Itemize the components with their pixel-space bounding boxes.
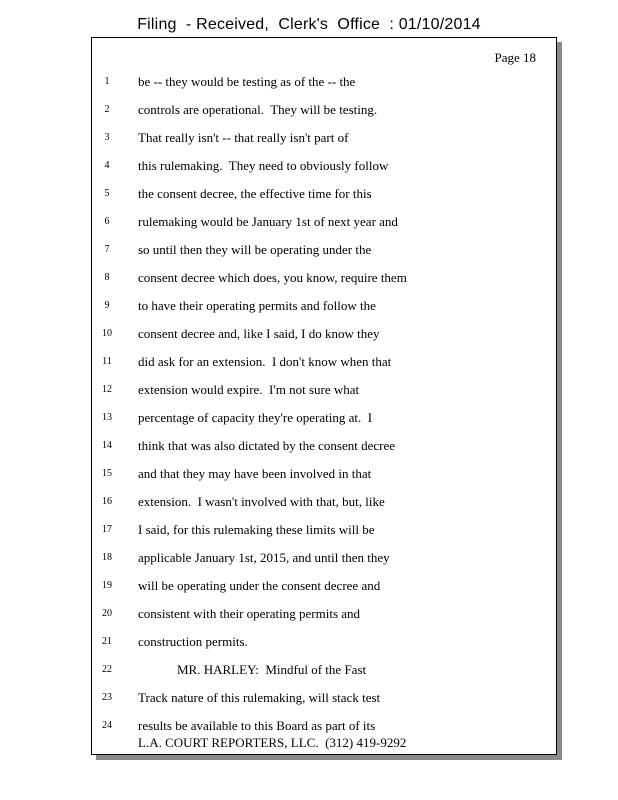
line-number: 5 xyxy=(104,188,110,199)
line-number: 22 xyxy=(102,664,112,675)
transcript-line-text: will be operating under the consent decree and xyxy=(138,578,381,593)
transcript-line-text: I said, for this rulemaking these limits will be xyxy=(138,522,375,537)
transcript-line-text: to have their operating permits and follow the xyxy=(138,298,376,313)
line-number: 7 xyxy=(104,244,110,255)
transcript-page xyxy=(91,37,557,755)
transcript-line-text: the consent decree, the effective time for this xyxy=(138,186,372,201)
court-reporter-footer: L.A. COURT REPORTERS, LLC. (312) 419-9292 xyxy=(138,735,407,750)
line-number: 12 xyxy=(102,384,112,395)
transcript-line-text: extension. I wasn't involved with that, but, like xyxy=(138,494,385,509)
transcript-line-text: Track nature of this rulemaking, will stack test xyxy=(138,690,381,705)
transcript-line-text: That really isn't -- that really isn't part of xyxy=(138,130,349,145)
transcript-line-text: results be available to this Board as part of its xyxy=(138,718,376,733)
line-number: 13 xyxy=(102,412,112,423)
transcript-line-text: consistent with their operating permits and xyxy=(138,606,361,621)
page-number: Page 18 xyxy=(494,50,536,65)
line-number: 4 xyxy=(104,160,110,171)
transcript-line-text: did ask for an extension. I don't know when that xyxy=(138,354,392,369)
line-number: 18 xyxy=(102,552,112,563)
transcript-line-text: so until then they will be operating under the xyxy=(138,242,372,257)
line-number: 2 xyxy=(104,104,110,115)
line-number: 20 xyxy=(102,608,112,619)
transcript-line-text: and that they may have been involved in that xyxy=(138,466,372,481)
line-number: 10 xyxy=(102,328,112,339)
transcript-line-text: this rulemaking. They need to obviously follow xyxy=(138,158,389,173)
line-number: 14 xyxy=(102,440,112,451)
transcript-line-text: be -- they would be testing as of the -- the xyxy=(138,74,356,89)
line-number: 24 xyxy=(102,720,112,731)
line-number: 21 xyxy=(102,636,112,647)
line-number: 19 xyxy=(102,580,112,591)
filing-stamp-header: Filing - Received, Clerk's Office : 01/10/2014 xyxy=(137,16,481,33)
line-number: 9 xyxy=(104,300,110,311)
line-number: 6 xyxy=(104,216,110,227)
transcript-line-text: think that was also dictated by the consent decree xyxy=(138,438,396,453)
transcript-line-text: consent decree which does, you know, require them xyxy=(138,270,407,285)
transcript-line-text: consent decree and, like I said, I do know they xyxy=(138,326,380,341)
transcript-line-text: rulemaking would be January 1st of next year and xyxy=(138,214,398,229)
transcript-line-text: construction permits. xyxy=(138,634,248,649)
line-number: 15 xyxy=(102,468,112,479)
line-number: 23 xyxy=(102,692,112,703)
transcript-line-text: MR. HARLEY: Mindful of the Fast xyxy=(138,662,367,677)
line-number: 3 xyxy=(104,132,110,143)
line-number: 11 xyxy=(102,356,112,367)
transcript-line-text: extension would expire. I'm not sure what xyxy=(138,382,360,397)
line-number: 1 xyxy=(104,76,110,87)
transcript-line-text: percentage of capacity they're operating at. I xyxy=(138,410,373,425)
transcript-line-text: applicable January 1st, 2015, and until then they xyxy=(138,550,390,565)
line-number: 17 xyxy=(102,524,112,535)
line-number: 8 xyxy=(104,272,110,283)
transcript-line-text: controls are operational. They will be testing. xyxy=(138,102,378,117)
line-number: 16 xyxy=(102,496,112,507)
